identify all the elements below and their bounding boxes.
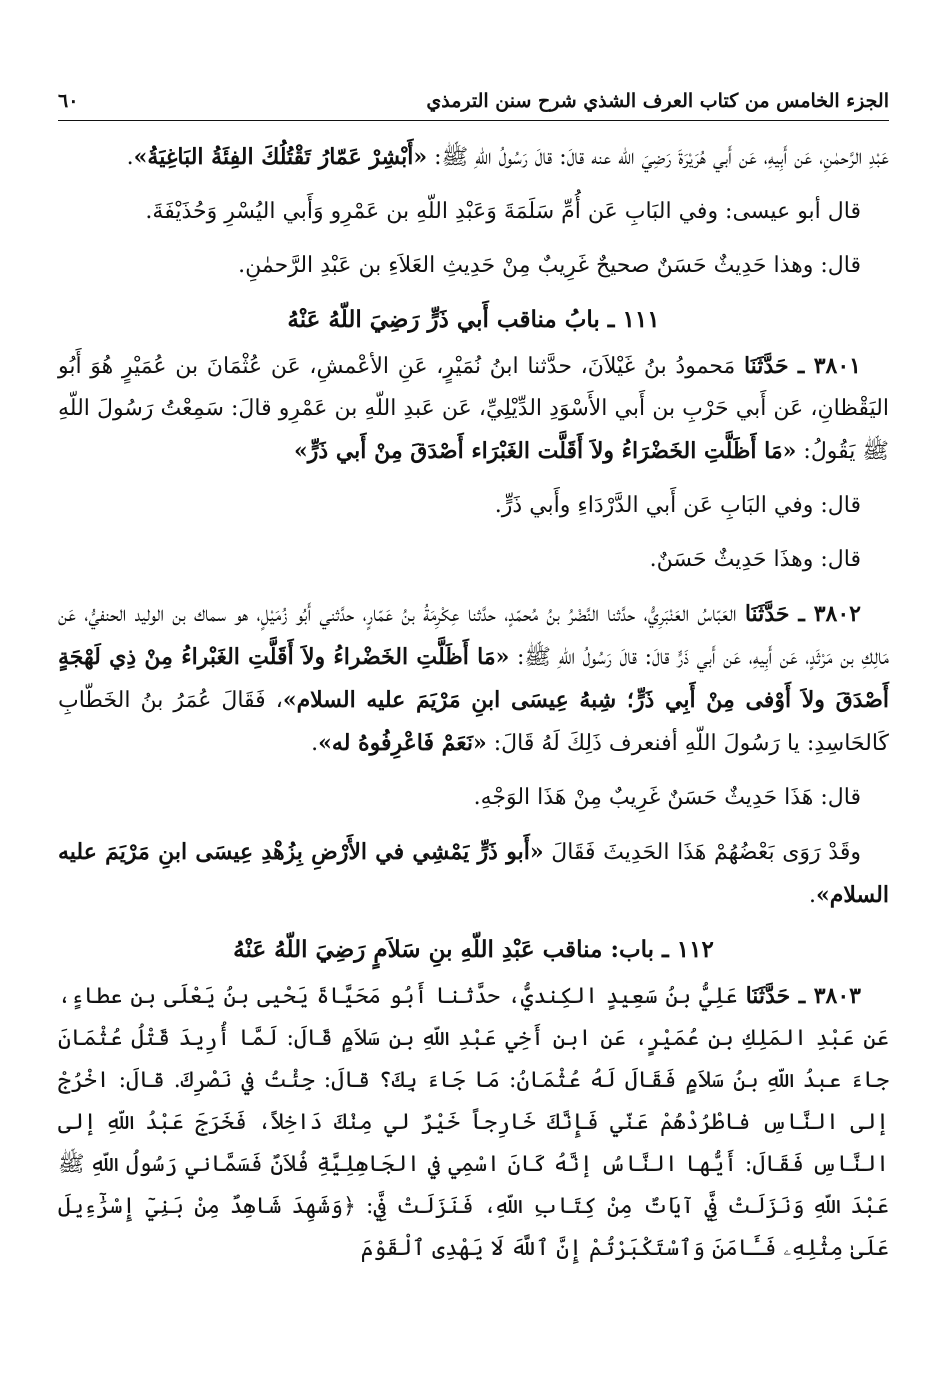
hadith-number: ٣٨٠٢ ـ حَدَّثَنَا — [744, 601, 861, 627]
page-body — [58, 136, 889, 1270]
section-heading-112: ١١٢ ـ باب: مناقب عَبْدِ اللّهِ بنِ سَلاَمٍ رَضِيَ اللّهُ عَنْهُ — [233, 936, 714, 963]
hadith-chain: عَلِيُّ بنُ سَعِيدٍ الكِنديُّ، حدَّثنا أَبُو مَحَيَّاةَ يَحْيى بنُ يَعْلَى بن عطاءٍ، عَن عَبْدِ المَلِكِ بنِ عُمَيْرٍ، عَن ابنِ أَخِي عَبْدِ اللّهِ بنِ سَلاَمٍ قَالَ: لَمَّا أُرِيدَ قَتْلُ عُثْمَانَ جاءَ عبدُ اللّهِ بنُ سَلاَمٍ فَقَالَ لَهُ عُثْمَانُ: مَا جَاءَ بِكَ؟ قالَ: جِئْتُ في نَصْرِكَ. قالَ: اخْرُجْ إلى النَّاسِ فاطْرُدْهُمْ عَنّي فَإِنَّكَ خَارِجاً خَيْرٌ لي مِنْكَ دَاخِلاً، فَخَرَجَ عَبْدُ اللّهِ إلى النَّاسِ فَقَالَ: أَيُّها النَّاسُ إنَّهُ كَانَ اسْمِي في الجَاهِلِيَّةِ فُلاَنٌ فَسَمَّاني رَسُولُ اللّهِ ﷺ عَبْدَ اللّهِ وَنَزَلَتْ فِيَّ آيَاتٌ مِنْ كِتَابِ اللّهِ، فَنَزَلَتْ فِيَّ: ﴿وَشَهِدَ شَاهِدٌ مِنْ بَنِيٓ إِسْرَٰٓءِيلَ عَلَىٰ مِثْلِهِۦ فَـَٔامَنَ وَٱسْتَكْبَرْتُمْ إِنَّ ٱللَّهَ لَا يَهْدِى ٱلْقَوْمَ — [58, 984, 889, 1261]
hadith-chain: مَحمودُ بنُ غَيْلاَنَ، حدَّثنا ابنُ نُمَيْرٍ، عَنِ الأعْمشِ، عَن عُثْمَانَ بن عُمَيْرٍ هُوَ أَبُو اليَقْظانِ، عَن أَبي حَرْبِ بن أَبي الأَسْوَدِ الدِّيْلِيِّ، عَن عَبدِ اللّهِ بن عَمْرِو قالَ: سَمِعْتُ رَسُولَ اللّهِ ﷺ يَقُولُ: — [58, 354, 889, 464]
book-title: الجزء الخامس من كتاب العرف الشذي شرح سنن الترمذي — [426, 90, 889, 112]
hadith-3802 — [58, 593, 889, 765]
paragraph-abu-isa-note: قال أبو عيسى: وفي البَابِ عَن أُمِّ سَلَمَةَ وَعَبْدِ اللّهِ بن عَمْرِو وَأَبي اليُسْرِ وَحُذَيْفَةَ. — [145, 199, 861, 224]
paragraph-note-2: قال: وهذَا حَدِيثٌ حَسَنٌ. — [649, 547, 861, 572]
paragraph-note-1: قال: وفي البَابِ عَن أَبي الدَّرْدَاءِ وأَبي ذَرٍّ. — [494, 493, 861, 518]
hadith-3801 — [58, 345, 889, 473]
paragraph-text: عَبْدِ الرَّحمٰنِ، عَن أَبِيهِ، عَن أَبي هُرَيْرَةَ رَضِيَ الله عنه قالَ: قالَ رَسُولُ اللّهِ ﷺ: — [427, 145, 889, 170]
hadith-continuation: ، فَقَالَ عُمَرُ بنُ الخَطّابِ كَالحَاسِدِ: يا رَسُولَ اللّهِ أفنعرف ذَلِكَ لَهُ قَالَ: — [58, 688, 889, 756]
page-number: ٦٠ — [58, 90, 79, 112]
hadith-chain: العَبّاسُ العَنْبَرِيُّ، حدَّثنا النَّضْرُ بنُ مُحمّدٍ، حدَّثنا عِكْرِمَةُ بنُ عَمّارٍ، حدَّثني أَبُو زُمَيْلٍ، هو سماك بن الوليد الحنفيُّ، عَن مَالِكِ بن مَرْثَدٍ، عَن أَبِيهِ، عَن أَبي ذَرٍّ قالَ: قالَ رَسُولُ اللّهِ ﷺ: — [58, 602, 889, 670]
hadith-quote: «أَبْشِرْ عَمّارُ تَقْتُلُكَ الفِئَةُ البَاغِيَةُ» — [133, 144, 428, 170]
hadith-tail: . — [311, 731, 319, 756]
hadith-quote: «مَا أَظَلَّتِ الخَضْراءُ ولاَ أَقَلَّتِ الغَبْراءُ مِنْ ذِي لَهْجَةٍ أَصْدَقَ ولاَ أَوْفى مِنْ أَبِي ذَرٍّ؛ شِبهُ عِيسَى ابنِ مَرْيَمَ عليه السلام» — [58, 644, 889, 713]
section-heading-111: ١١١ ـ بابُ مناقب أَبي ذَرٍّ رَضِيَ اللّهُ عَنْهُ — [287, 306, 660, 333]
paragraph-tail: . — [809, 883, 817, 908]
hadith-quote-2: «نَعَمْ فَاعْرِفُوهُ له» — [318, 730, 487, 756]
header-divider — [58, 120, 889, 121]
hadith-number: ٣٨٠١ ـ حَدَّثَنَا — [743, 353, 861, 379]
hadith-quote: «مَا أَظَلَّتِ الخَضْرَاءُ ولاَ أَقَلَّت الغَبْرَاء أَصْدَقَ مِنْ أَبي ذَرٍّ» — [294, 438, 797, 464]
paragraph-note-3: قال: هَذَا حَدِيثٌ حَسَنٌ غَرِيبٌ مِنْ هَذَا الوَجْهِ. — [473, 785, 861, 810]
paragraph-tail: . — [126, 145, 134, 170]
paragraph-note-4 — [58, 831, 889, 917]
paragraph-grading-note: قال: وهذا حَدِيثٌ حَسَنٌ صحيحٌ غَرِيبٌ مِنْ حَدِيثِ العَلاَءِ بن عَبْدِ الرَّحمٰنِ. — [238, 253, 861, 278]
paragraph-continuation — [58, 136, 889, 179]
running-header — [58, 78, 889, 112]
hadith-quote: «أَبو ذَرٍّ يَمْشِي في الأَرْضِ بِزُهْدِ عِيسَى ابنِ مَرْيَمَ عليه السلام» — [58, 839, 889, 908]
paragraph-text: وقَدْ رَوَى بَعْضُهُمْ هَذَا الحَدِيثَ فَقَالَ — [543, 840, 861, 865]
hadith-number: ٣٨٠٣ ـ حَدَّثَنَا — [745, 983, 861, 1009]
hadith-3803 — [58, 975, 889, 1270]
